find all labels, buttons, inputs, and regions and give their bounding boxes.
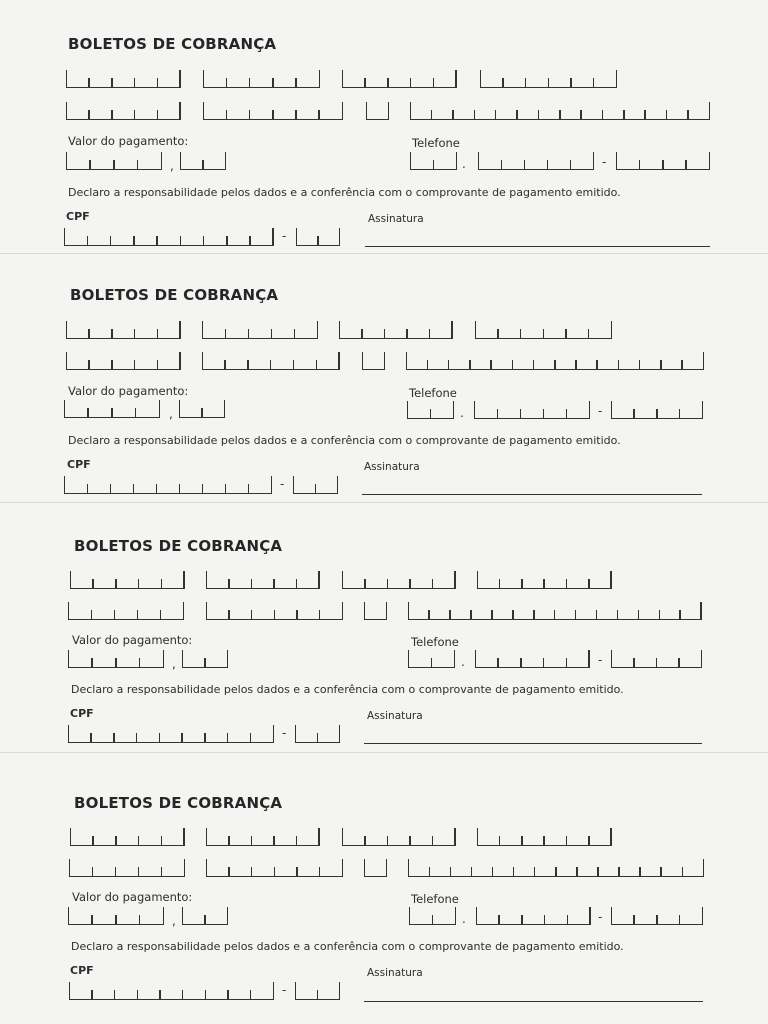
phone-label: Telefone	[412, 136, 460, 150]
cpf-check-digits-field[interactable]	[293, 476, 338, 494]
barcode-field-check-digit[interactable]	[364, 859, 387, 877]
phone-label: Telefone	[411, 892, 459, 906]
barcode-field-group-3[interactable]	[342, 70, 457, 88]
barcode-field-group-4[interactable]	[477, 828, 612, 846]
barcode-field-group-2[interactable]	[206, 828, 320, 846]
cpf-check-digits-field[interactable]	[296, 228, 340, 246]
phone-area-code-field[interactable]	[407, 401, 454, 419]
slip-title: BOLETOS DE COBRANÇA	[74, 794, 283, 812]
phone-suffix-field[interactable]	[616, 152, 710, 170]
barcode-field-group-7[interactable]	[406, 352, 704, 370]
dash-separator: -	[282, 726, 287, 740]
barcode-field-group-7[interactable]	[408, 602, 702, 620]
barcode-field-group-3[interactable]	[339, 321, 453, 339]
signature-line[interactable]	[364, 1001, 703, 1002]
slip-title: BOLETOS DE COBRANÇA	[74, 537, 283, 555]
barcode-field-check-digit[interactable]	[366, 102, 389, 120]
boleto-slip-3	[0, 500, 768, 750]
dash-separator: -	[282, 983, 287, 997]
payment-value-cents-field[interactable]	[182, 650, 228, 668]
payment-value-cents-field[interactable]	[179, 400, 225, 418]
phone-prefix-field[interactable]	[475, 650, 590, 668]
payment-value-integer-field[interactable]	[68, 907, 164, 925]
phone-suffix-field[interactable]	[611, 650, 702, 668]
payment-value-integer-field[interactable]	[68, 650, 164, 668]
dash-separator: -	[598, 910, 603, 924]
barcode-field-group-5[interactable]	[66, 352, 181, 370]
signature-line[interactable]	[365, 246, 710, 247]
declaration-text: Declaro a responsabilidade pelos dados e a conferência com o comprovante de pagamento emitido.	[71, 683, 624, 696]
barcode-field-group-5[interactable]	[66, 102, 181, 120]
phone-prefix-field[interactable]	[476, 907, 591, 925]
cpf-number-field[interactable]	[64, 228, 274, 246]
barcode-field-group-7[interactable]	[410, 102, 710, 120]
phone-area-code-field[interactable]	[410, 152, 457, 170]
phone-label: Telefone	[411, 635, 459, 649]
payment-value-cents-field[interactable]	[180, 152, 226, 170]
barcode-field-group-2[interactable]	[202, 321, 318, 339]
barcode-field-group-6[interactable]	[206, 859, 343, 877]
barcode-field-group-2[interactable]	[203, 70, 320, 88]
dot-separator: .	[462, 912, 466, 926]
dot-separator: .	[461, 655, 465, 669]
boleto-slip-4	[0, 758, 768, 1008]
comma-separator: ,	[172, 914, 176, 928]
signature-label: Assinatura	[368, 213, 424, 225]
cpf-number-field[interactable]	[64, 476, 272, 494]
declaration-text: Declaro a responsabilidade pelos dados e a conferência com o comprovante de pagamento emitido.	[68, 186, 621, 199]
phone-suffix-field[interactable]	[611, 907, 703, 925]
signature-line[interactable]	[362, 494, 702, 495]
cpf-number-field[interactable]	[69, 982, 274, 1000]
slip-title: BOLETOS DE COBRANÇA	[70, 286, 279, 304]
payment-value-label: Valor do pagamento:	[68, 384, 189, 398]
barcode-field-check-digit[interactable]	[362, 352, 385, 370]
signature-label: Assinatura	[364, 461, 420, 473]
dash-separator: -	[282, 229, 287, 243]
barcode-field-group-2[interactable]	[206, 571, 320, 589]
signature-label: Assinatura	[367, 710, 423, 722]
dash-separator: -	[598, 653, 603, 667]
dot-separator: .	[460, 406, 464, 420]
payment-value-label: Valor do pagamento:	[68, 134, 189, 148]
cpf-number-field[interactable]	[68, 725, 274, 743]
cpf-check-digits-field[interactable]	[295, 982, 340, 1000]
declaration-text: Declaro a responsabilidade pelos dados e a conferência com o comprovante de pagamento emitido.	[68, 434, 621, 447]
barcode-field-check-digit[interactable]	[364, 602, 387, 620]
barcode-field-group-6[interactable]	[202, 352, 340, 370]
barcode-field-group-1[interactable]	[66, 70, 181, 88]
signature-label: Assinatura	[367, 967, 423, 979]
cpf-label: CPF	[66, 210, 90, 223]
cpf-check-digits-field[interactable]	[295, 725, 340, 743]
barcode-field-group-6[interactable]	[203, 102, 343, 120]
phone-label: Telefone	[409, 386, 457, 400]
barcode-field-group-1[interactable]	[66, 321, 181, 339]
payment-value-cents-field[interactable]	[182, 907, 228, 925]
barcode-field-group-6[interactable]	[206, 602, 343, 620]
barcode-field-group-1[interactable]	[70, 828, 185, 846]
payment-value-label: Valor do pagamento:	[72, 890, 193, 904]
dot-separator: .	[462, 157, 466, 171]
comma-separator: ,	[170, 159, 174, 173]
barcode-field-group-3[interactable]	[342, 828, 456, 846]
phone-prefix-field[interactable]	[474, 401, 590, 419]
signature-line[interactable]	[364, 743, 702, 744]
declaration-text: Declaro a responsabilidade pelos dados e a conferência com o comprovante de pagamento emitido.	[71, 940, 624, 953]
barcode-field-group-1[interactable]	[70, 571, 185, 589]
dash-separator: -	[598, 404, 603, 418]
dash-separator: -	[602, 155, 607, 169]
dash-separator: -	[280, 477, 285, 491]
barcode-field-group-4[interactable]	[480, 70, 617, 88]
cpf-label: CPF	[70, 964, 94, 977]
comma-separator: ,	[172, 657, 176, 671]
barcode-field-group-3[interactable]	[342, 571, 456, 589]
payment-value-integer-field[interactable]	[64, 400, 160, 418]
barcode-field-group-5[interactable]	[69, 859, 185, 877]
barcode-field-group-7[interactable]	[408, 859, 704, 877]
phone-suffix-field[interactable]	[611, 401, 703, 419]
comma-separator: ,	[169, 407, 173, 421]
barcode-field-group-4[interactable]	[477, 571, 612, 589]
slip-title: BOLETOS DE COBRANÇA	[68, 35, 277, 53]
cpf-label: CPF	[67, 458, 91, 471]
cpf-label: CPF	[70, 707, 94, 720]
phone-area-code-field[interactable]	[409, 907, 456, 925]
payment-value-label: Valor do pagamento:	[72, 633, 193, 647]
barcode-field-group-5[interactable]	[68, 602, 184, 620]
payment-value-integer-field[interactable]	[66, 152, 162, 170]
barcode-field-group-4[interactable]	[475, 321, 612, 339]
phone-prefix-field[interactable]	[478, 152, 594, 170]
phone-area-code-field[interactable]	[408, 650, 455, 668]
boleto-slip-2	[0, 250, 768, 500]
boleto-slip-1	[0, 0, 768, 250]
